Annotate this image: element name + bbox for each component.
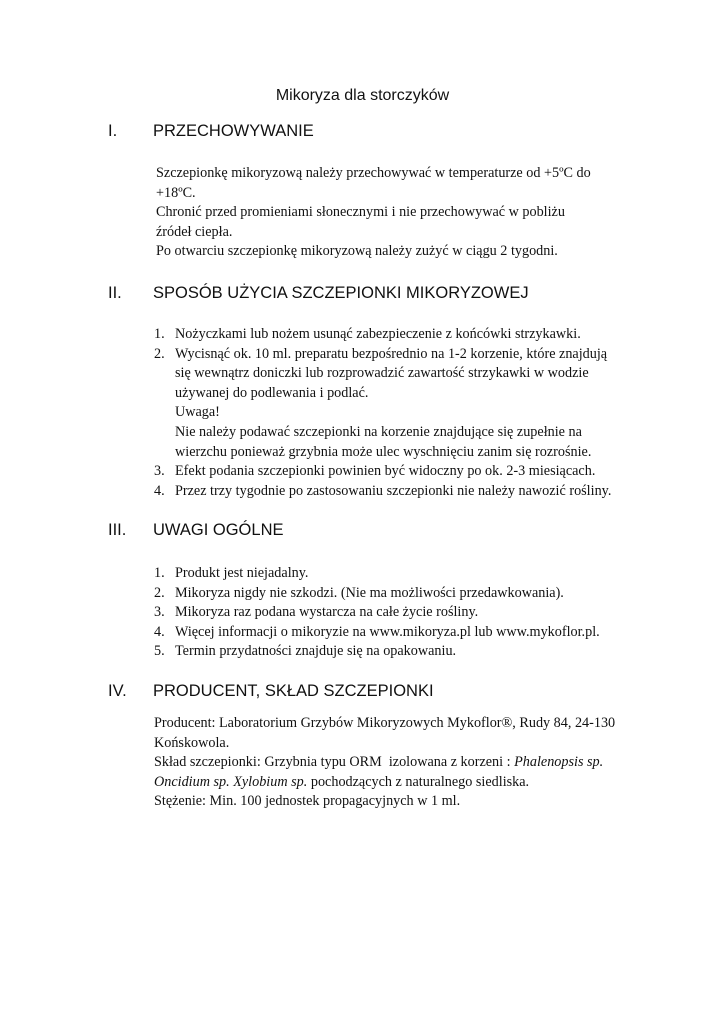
text-line: +18ºC. (156, 184, 196, 201)
list-item-text: się wewnątrz doniczki lub rozprowadzić zawartość strzykawki w wodzie (175, 365, 589, 382)
species-name: Xylobium sp. (233, 773, 308, 790)
list-item-text: Nie należy podawać szczepionki na korzenie znajdujące się zupełnie na (175, 423, 582, 440)
list-item (154, 462, 611, 482)
list-item-number: 2. (154, 345, 165, 362)
storage-paragraph (156, 164, 591, 262)
section-title: PRZECHOWYWANIE (153, 122, 314, 140)
list-item-text: Termin przydatności znajduje się na opakowaniu. (175, 643, 457, 660)
composition-line (154, 773, 615, 793)
section-number: I. (108, 122, 118, 140)
list-item (154, 603, 600, 623)
composition-line (154, 753, 615, 773)
list-item-text: Nożyczkami lub nożem usunąć zabezpieczenie z końcówki strzykawki. (175, 326, 581, 342)
producer-paragraph (154, 714, 615, 812)
list-item (154, 482, 611, 502)
list-item-text: używanej do podlewania i podlać. (175, 384, 369, 401)
list-item-text: Wycisnąć ok. 10 ml. preparatu bezpośrednio na 1-2 korzenie, które znajdują (175, 345, 608, 362)
composition-suffix: pochodzących z naturalnego siedliska. (307, 773, 530, 790)
section-title: UWAGI OGÓLNE (153, 521, 284, 539)
list-item-text: Produkt jest niejadalny. (175, 565, 309, 581)
composition-prefix: Skład szczepionki: Grzybnia typu ORM izolowana z korzeni : (154, 754, 515, 771)
list-item-text: Więcej informacji o mikoryzie na www.mikoryza.pl lub www.mykoflor.pl. (175, 623, 600, 640)
list-item-text: Efekt podania szczepionki powinien być widoczny po ok. 2-3 miesiącach. (175, 463, 596, 480)
list-item-text: wierzchu ponieważ grzybnia może ulec wyschnięciu zanim się rozrośnie. (175, 443, 592, 460)
list-item-number: 1. (154, 565, 165, 581)
list-item-number: 4. (154, 623, 165, 640)
section-heading-general-notes (108, 520, 284, 540)
list-item-number: 5. (154, 643, 165, 660)
concentration-line: Stężenie: Min. 100 jednostek propagacyjnych w 1 ml. (154, 793, 461, 810)
text-line: Chronić przed promieniami słonecznymi i nie przechowywać w pobliżu (156, 204, 565, 221)
species-name: Phalenopsis sp. (514, 754, 604, 771)
section-title: PRODUCENT, SKŁAD SZCZEPIONKI (153, 682, 434, 700)
text-line: Szczepionkę mikoryzową należy przechowywać w temperaturze od +5ºC do (156, 165, 591, 181)
list-item-text: Mikoryza raz podana wystarcza na całe życie rośliny. (175, 604, 479, 621)
list-item-text: Przez trzy tygodnie po zastosowaniu szczepionki nie należy nawozić rośliny. (175, 482, 612, 499)
list-item (154, 584, 600, 604)
list-item (154, 623, 600, 643)
list-item (154, 345, 611, 463)
list-item (154, 564, 600, 584)
list-item-number: 4. (154, 482, 165, 499)
section-number: IV. (108, 682, 127, 700)
section-number: III. (108, 521, 127, 539)
section-heading-usage (108, 283, 529, 303)
producer-line: Końskowola. (154, 734, 230, 751)
text-line: Po otwarciu szczepionkę mikoryzową należy zużyć w ciągu 2 tygodni. (156, 243, 558, 260)
producer-line: Producent: Laboratorium Grzybów Mikoryzowych Mykoflor®, Rudy 84, 24-130 (154, 715, 616, 731)
general-notes-list (154, 564, 600, 662)
warning-label: Uwaga! (175, 404, 220, 421)
section-title: SPOSÓB UŻYCIA SZCZEPIONKI MIKORYZOWEJ (153, 284, 529, 302)
list-item (154, 325, 611, 345)
text-line: źródeł ciepła. (156, 223, 233, 240)
section-heading-producer (108, 681, 434, 701)
list-item-number: 1. (154, 326, 165, 342)
document-title: Mikoryza dla storczyków (275, 87, 450, 104)
section-heading-storage (108, 121, 314, 141)
section-number: II. (108, 284, 122, 302)
list-item-text: Mikoryza nigdy nie szkodzi. (Nie ma możliwości przedawkowania). (175, 584, 564, 601)
species-name: Oncidium sp. (154, 773, 230, 790)
list-item-number: 2. (154, 584, 165, 601)
list-item-number: 3. (154, 604, 165, 621)
usage-list (154, 325, 611, 501)
list-item-number: 3. (154, 463, 165, 480)
list-item (154, 642, 600, 662)
